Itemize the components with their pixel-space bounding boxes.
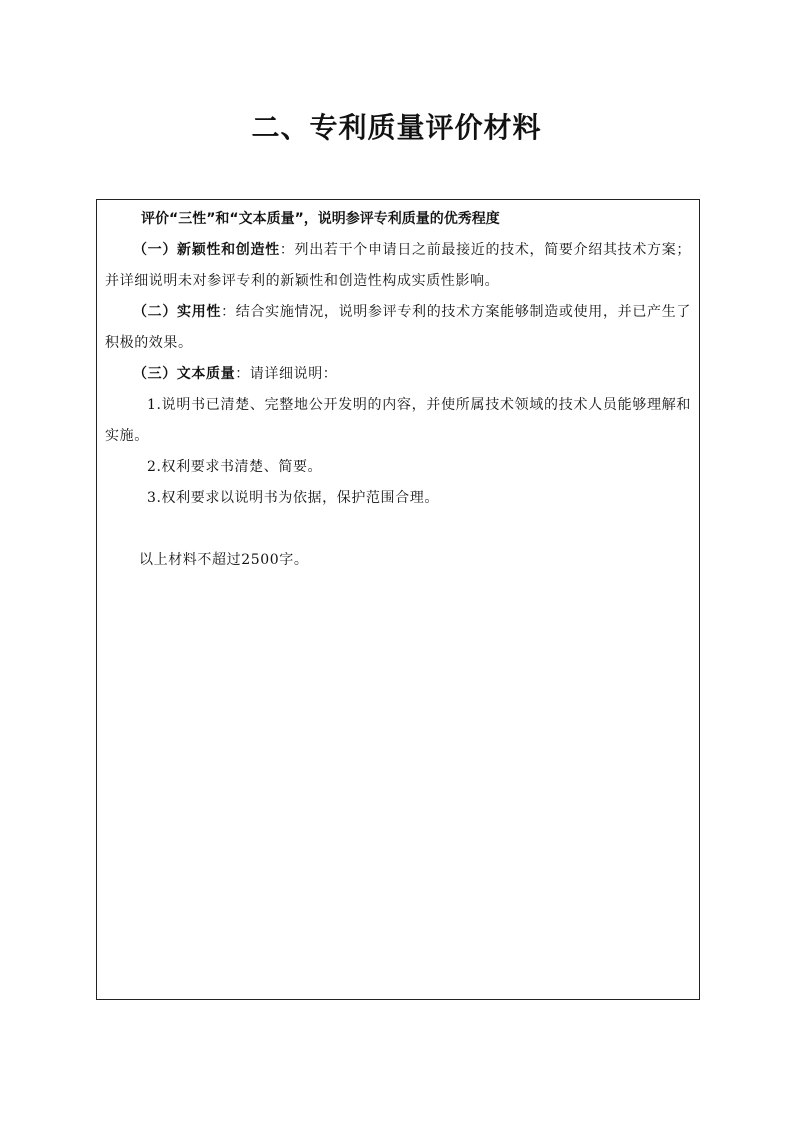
box-heading: 评价“三性”和“文本质量”，说明参评专利质量的优秀程度 [141,211,500,227]
section-text-quality-label: （三）文本质量 [133,366,236,382]
section-practicality [105,297,691,359]
list-item: 1.说明书已清楚、完整地公开发明的内容，并使所属技术领域的技术人员能够理解和实施。 [105,397,691,444]
word-limit-note: 以上材料不超过2500字。 [139,552,309,568]
section-novelty [105,235,691,297]
section-novelty-label: （一）新颖性和创造性 [133,242,280,258]
section-practicality-label: （二）实用性 [133,304,222,320]
section-text-quality-text: ：请详细说明： [235,366,338,382]
page-title: 二、专利质量评价材料 [251,111,542,144]
evaluation-text-box [96,199,700,1000]
section-text-quality [105,359,691,390]
list-item: 2.权利要求书清楚、简要。 [147,459,323,475]
section-novelty-text: ：列出若干个申请日之前最接近的技术，简要介绍其技术方案；并详细说明未对参评专利的新颖性和创造性构成实质性影响。 [105,242,691,289]
list-item: 3.权利要求以说明书为依据，保护范围合理。 [147,490,439,506]
section-practicality-text: ：结合实施情况，说明参评专利的技术方案能够制造或使用，并已产生了积极的效果。 [105,304,691,351]
